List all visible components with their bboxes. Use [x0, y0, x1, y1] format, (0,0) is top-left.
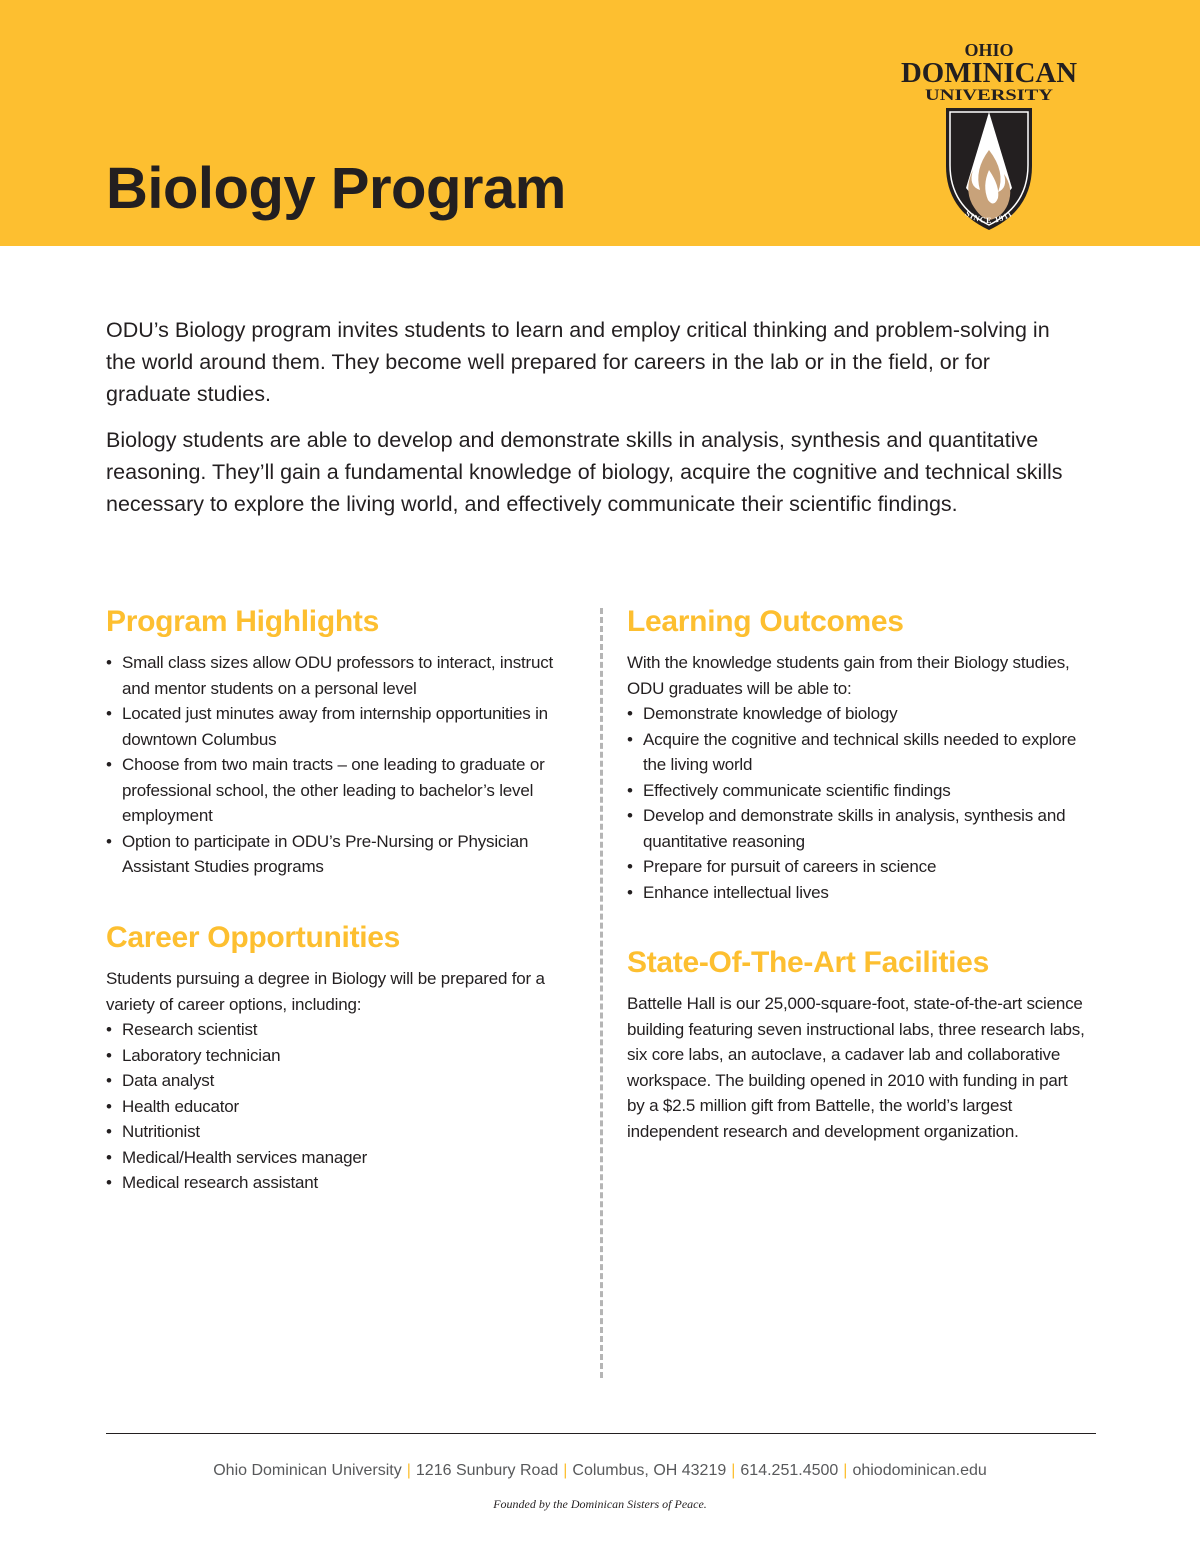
footer-website-link[interactable]: ohiodominican.edu: [852, 1462, 987, 1479]
list-item: • Nutritionist: [106, 1119, 556, 1145]
university-logo-icon: [894, 38, 1084, 248]
list-item: • Medical research assistant: [106, 1170, 556, 1196]
facilities-section: [627, 991, 1087, 1144]
list-item: • Acquire the cognitive and technical skills needed to explore the living world: [627, 727, 1087, 778]
list-item: • Research scientist: [106, 1017, 556, 1043]
footer-tagline: Founded by the Dominican Sisters of Peace.: [493, 1497, 707, 1511]
career-opportunities-section: [106, 966, 556, 1196]
intro-section: [106, 314, 1066, 534]
list-item: • Demonstrate knowledge of biology: [627, 701, 1087, 727]
footer-university: Ohio Dominican University: [213, 1462, 402, 1479]
footer-phone: 614.251.4500: [740, 1462, 839, 1479]
list-item: • Laboratory technician: [106, 1043, 556, 1069]
facilities-heading: State-Of-The-Art Facilities: [627, 946, 989, 979]
logo-motto: SINCE 1911: [963, 208, 1015, 226]
list-item: • Choose from two main tracts – one leading to graduate or professional school, the other leading to bachelor’s level employment: [106, 752, 556, 829]
logo-text-university: UNIVERSITY: [925, 87, 1054, 104]
list-item: • Small class sizes allow ODU professors to interact, instruct and mentor students on a personal level: [106, 650, 556, 701]
footer-rule: [106, 1433, 1096, 1434]
footer-separator: |: [843, 1462, 848, 1479]
career-opportunities-heading: Career Opportunities: [106, 921, 401, 954]
list-item: • Prepare for pursuit of careers in science: [627, 854, 1087, 880]
footer-address: 1216 Sunbury Road: [415, 1462, 559, 1479]
footer-separator: |: [563, 1462, 568, 1479]
list-item: • Medical/Health services manager: [106, 1145, 556, 1171]
list-item: • Data analyst: [106, 1068, 556, 1094]
column-divider: [600, 608, 603, 1378]
intro-paragraph-1: ODU’s Biology program invites students to learn and employ critical thinking and problem-solving in the world around them. They become well prepared for careers in the lab or in the field, or for graduate studies.: [106, 318, 1050, 406]
career-opportunities-intro: Students pursuing a degree in Biology will be prepared for a variety of career options, including:: [106, 969, 545, 1014]
list-item: • Health educator: [106, 1094, 556, 1120]
list-item: • Develop and demonstrate skills in analysis, synthesis and quantitative reasoning: [627, 803, 1087, 854]
learning-outcomes-intro: With the knowledge students gain from their Biology studies, ODU graduates will be able to:: [627, 653, 1070, 698]
list-item: • Enhance intellectual lives: [627, 880, 1087, 906]
university-logo: [894, 38, 1084, 248]
footer-separator: |: [731, 1462, 736, 1479]
list-item: • Effectively communicate scientific findings: [627, 778, 1087, 804]
learning-outcomes-section: [627, 650, 1087, 905]
facilities-text: Battelle Hall is our 25,000-square-foot, state-of-the-art science building featuring seven instructional labs, three research labs, six core labs, an autoclave, a cadaver lab and collaborative workspace. The building opened in 2010 with funding in part by a $2.5 million gift from Battelle, the world’s largest independent research and development organization.: [627, 994, 1085, 1141]
logo-text-dominican: DOMINICAN: [901, 58, 1077, 89]
footer-contact: [0, 1462, 1200, 1480]
program-highlights-heading: Program Highlights: [106, 605, 379, 638]
footer-city: Columbus, OH 43219: [572, 1462, 727, 1479]
page-title: Biology Program: [106, 156, 566, 221]
program-highlights-list: [106, 650, 556, 880]
logo-text-ohio: OHIO: [964, 40, 1014, 60]
footer-separator: |: [406, 1462, 411, 1479]
list-item: • Option to participate in ODU’s Pre-Nursing or Physician Assistant Studies programs: [106, 829, 556, 880]
learning-outcomes-heading: Learning Outcomes: [627, 605, 904, 638]
intro-paragraph-2: Biology students are able to develop and demonstrate skills in analysis, synthesis and quantitative reasoning. They’ll gain a fundamental knowledge of biology, acquire the cognitive and technical skills necessary to explore the living world, and effectively communicate their scientific findings.: [106, 428, 1063, 516]
list-item: • Located just minutes away from internship opportunities in downtown Columbus: [106, 701, 556, 752]
